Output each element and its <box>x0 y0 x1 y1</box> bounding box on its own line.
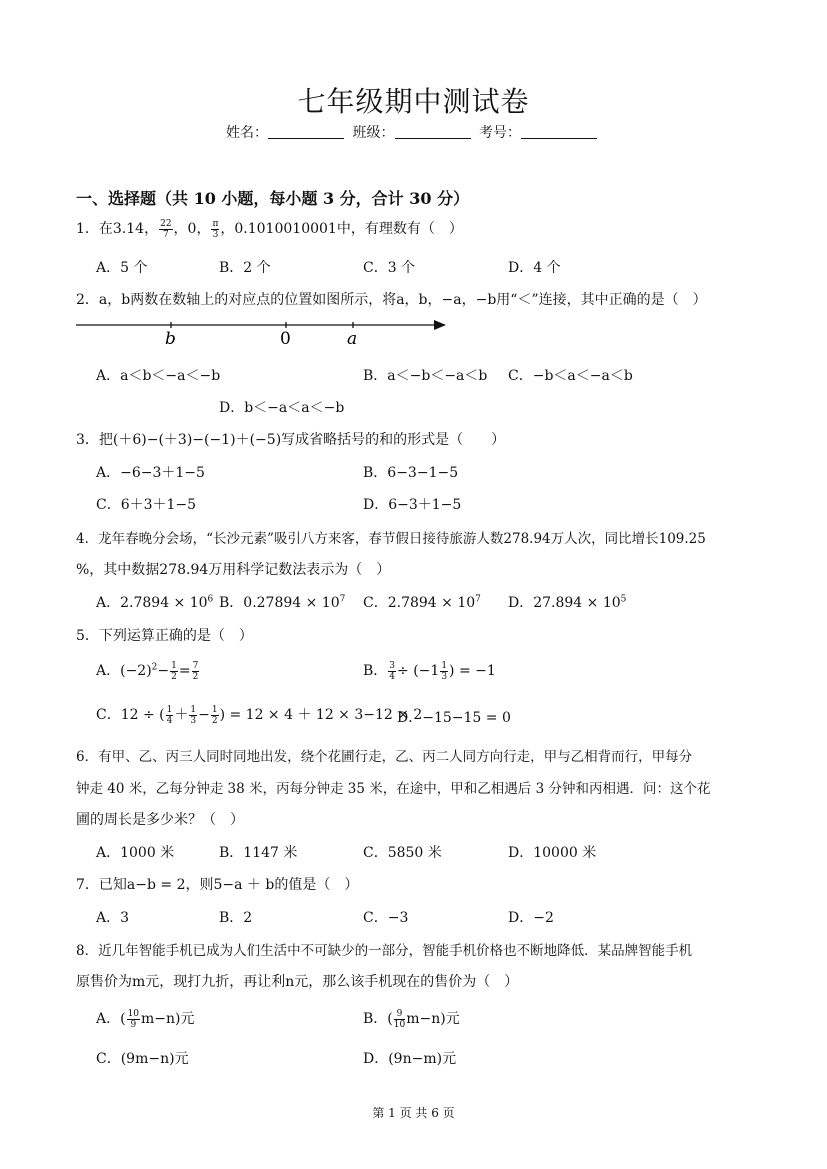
q5-option-a: A．$(-2)^2-$ $\frac{1}{2}$ = $\frac{7}{2}$ <box>96 660 199 682</box>
axis-label-b: b <box>165 329 176 349</box>
q6-option-d: D．10000 米 <box>508 845 597 861</box>
q6-option-b: B．1147 米 <box>219 845 298 861</box>
q3-option-b: B．6−3−1−5 <box>363 465 459 481</box>
class-label: 班级： <box>352 125 395 141</box>
q6-option-a: A．1000 米 <box>96 845 175 861</box>
q2-option-c: C．−b＜a＜−a＜b <box>508 368 633 384</box>
name-label: 姓名： <box>226 125 269 141</box>
q5-option-b: B． $\frac{3}{4}$ ÷ (−1 $\frac{1}{3}$ ) = −1 <box>363 660 496 682</box>
q1-option-b: B．2 个 <box>219 260 271 276</box>
page-footer: 第 1 页 共 6 页 <box>372 1106 455 1120</box>
q8-option-b: B．( $\frac{9}{10}$ m−n)元 <box>363 1008 460 1030</box>
q7-option-c: C．−3 <box>363 910 409 926</box>
id-blank <box>521 124 597 139</box>
q2-option-b: B．a＜−b＜−a＜b <box>363 368 488 384</box>
axis-arrow-icon <box>434 320 446 330</box>
q4-option-a: A．$2.7894 \times 10^6$ <box>96 594 214 611</box>
question-6-line-3: 圃的周长是多少米？（ ） <box>76 812 244 828</box>
q8-option-d: D．(9n−m)元 <box>363 1051 457 1067</box>
q1-option-c: C．3 个 <box>363 260 416 276</box>
q2-option-d: D．b＜−a＜a＜−b <box>219 400 345 416</box>
q5-option-c: C．12 ÷ ( $\frac{1}{4}$ ＋ $\frac{1}{3}$ − $\frac{1}{2}$ ) = 12 × 4 ＋ 12 × 3−12 × 2 <box>96 704 423 726</box>
axis-label-a: a <box>347 329 358 349</box>
section-heading: 一、选择题（共 10 小题，每小题 3 分，合计 30 分） <box>76 189 470 208</box>
q8-option-c: C．(9m−n)元 <box>96 1051 189 1067</box>
question-6-line-1: 6．有甲、乙、丙三人同时同地出发，绕个花圃行走，乙、丙二人同方向行走，甲与乙相背而行，甲每分 <box>76 749 693 765</box>
q7-option-d: D．−2 <box>508 910 554 926</box>
question-3-stem: 3．把(＋6)−(＋3)−(−1)＋(−5)写成省略括号的和的形式是（ ） <box>76 432 506 448</box>
question-1-stem: 1．在3.14， $\frac{22}{7}$ ，0， $\frac{\pi}{3}$ ，0.1010010001中，有理数有（ ） <box>76 218 463 240</box>
question-6-line-2: 钟走 40 米，乙每分钟走 38 米，丙每分钟走 35 米，在途中，甲和乙相遇后 3 分钟和丙相遇．问：这个花 <box>76 781 711 797</box>
question-4-line-2: %，其中数据278.94万用科学记数法表示为（ ） <box>76 562 391 578</box>
page-title: 七年级期中测试卷 <box>297 85 530 118</box>
q7-option-b: B．2 <box>219 910 253 926</box>
question-5-stem: 5．下列运算正确的是（ ） <box>76 628 253 644</box>
fraction: $\frac{\pi}{3}$ <box>212 218 219 240</box>
id-label: 考号： <box>478 125 521 141</box>
student-info-line <box>0 122 827 142</box>
q6-option-c: C．5850 米 <box>363 845 442 861</box>
fraction: $\frac{22}{7}$ <box>160 218 172 240</box>
axis-label-zero: 0 <box>280 329 291 349</box>
question-8-line-1: 8．近几年智能手机已成为人们生活中不可缺少的一部分，智能手机价格也不断地降低．某品牌智能手机 <box>76 943 693 959</box>
class-blank <box>395 124 471 139</box>
q3-option-d: D．6−3＋1−5 <box>363 497 462 513</box>
q4-option-b: B．$0.27894 \times 10^7$ <box>219 594 346 611</box>
question-8-line-2: 原售价为m元，现打九折，再让利n元，那么该手机现在的售价为（ ） <box>76 974 519 990</box>
q1-option-d: D．4 个 <box>508 260 561 276</box>
name-blank <box>268 124 344 139</box>
q4-option-c: C．$2.7894 \times 10^7$ <box>363 594 481 611</box>
q3-option-a: A．−6−3＋1−5 <box>96 465 205 481</box>
q3-option-c: C．6＋3＋1−5 <box>96 497 197 513</box>
q7-option-a: A．3 <box>96 910 130 926</box>
q1-option-a: A．5 个 <box>96 260 148 276</box>
number-line-figure <box>74 314 454 350</box>
q2-option-a: A．a＜b＜−a＜−b <box>96 368 221 384</box>
question-7-stem: 7．已知a−b = 2，则5−a ＋ b的值是（ ） <box>76 877 359 893</box>
q8-option-a: A．( $\frac{10}{9}$ m−n)元 <box>96 1008 195 1030</box>
question-2-stem: 2．a，b两数在数轴上的对应点的位置如图所示，将a，b，−a，−b用“＜”连接，其中正确的是（ ） <box>76 292 707 308</box>
q4-option-d: D．$27.894 \times 10^5$ <box>508 594 627 611</box>
q5-option-d: D．−15−15 = 0 <box>397 710 511 726</box>
question-4-line-1: 4．龙年春晚分会场，“长沙元素”吸引八方来客，春节假日接待旅游人数278.94万人次，同比增长109.25 <box>76 531 706 547</box>
